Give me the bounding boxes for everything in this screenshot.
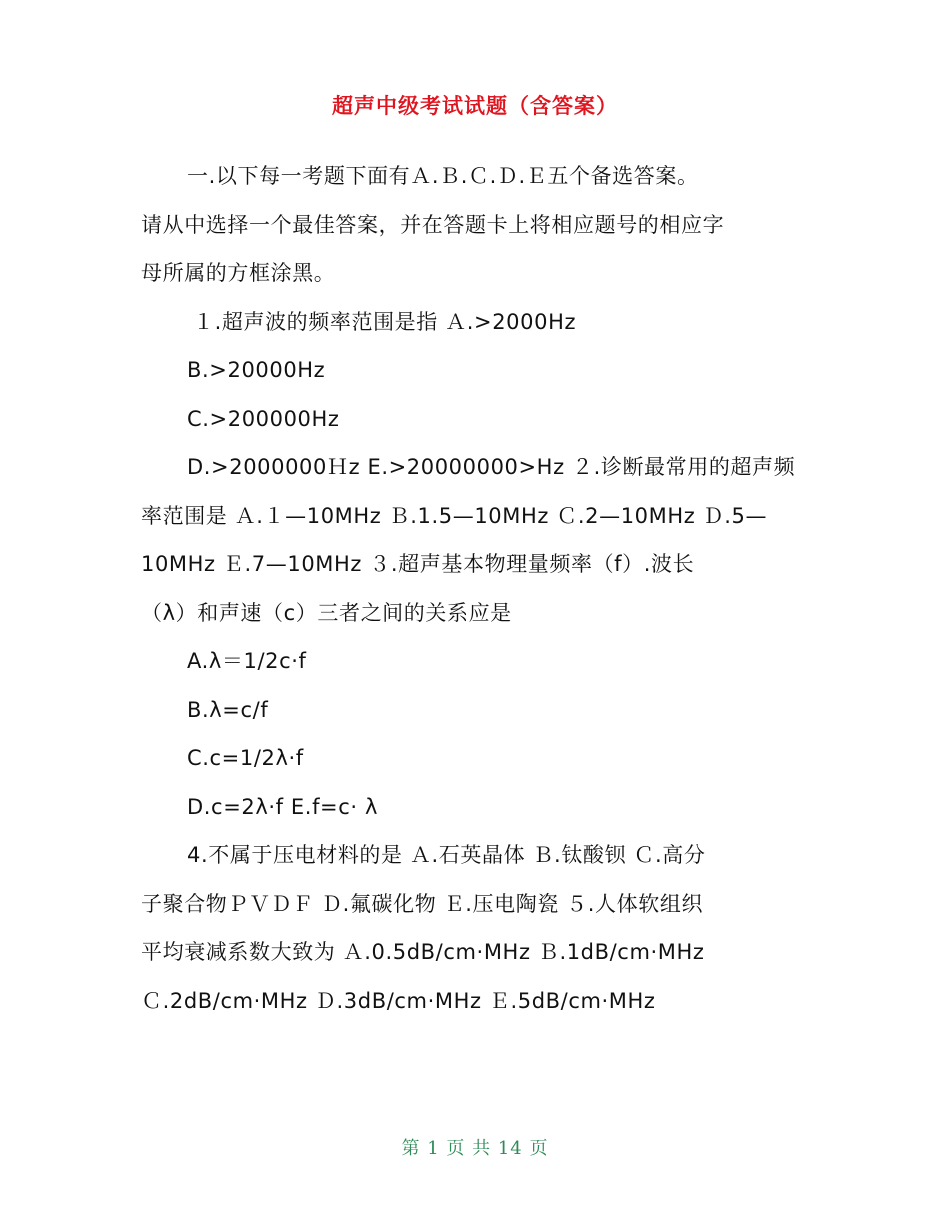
body-line: 一.以下每一考题下面有Ａ.Ｂ.Ｃ.Ｄ.Ｅ五个备选答案。: [187, 164, 699, 188]
question-line: Ｃ.2dB/cm·MHz Ｄ.3dB/cm·MHz Ｅ.5dB/cm·MHz: [141, 988, 656, 1013]
answer-option: C.c=1/2λ·f: [187, 746, 304, 770]
page-number: 第 1 页 共 14 页: [401, 1138, 549, 1159]
question-line: 平均衰减系数大致为 Ａ.0.5dB/cm·MHz Ｂ.1dB/cm·MHz: [141, 940, 705, 964]
answer-option: A.λ＝1/2c·f: [187, 649, 307, 673]
answer-option: D.>2000000Ｈz E.>20000000>Hz ２.诊断最常用的超声频: [187, 455, 796, 479]
question-line: 率范围是 Ａ.１—10MHz Ｂ.1.5—10MHz Ｃ.2—10MHz Ｄ.5—: [141, 503, 768, 528]
document-body: [141, 152, 821, 1025]
question-line: 4.不属于压电材料的是 Ａ.石英晶体 Ｂ.钛酸钡 Ｃ.高分: [187, 843, 706, 867]
body-line: 请从中选择一个最佳答案，并在答题卡上将相应题号的相应字: [141, 212, 725, 237]
answer-option: C.>200000Hz: [187, 406, 340, 431]
answer-option: D.c=2λ·f E.f=c· λ: [187, 794, 378, 819]
question-line: １.超声波的频率范围是指 Ａ.>2000Hz: [193, 309, 577, 334]
question-line: 子聚合物ＰＶＤＦ Ｄ.氟碳化物 Ｅ.压电陶瓷 ５.人体软组织: [141, 891, 704, 916]
question-line: 10MHz Ｅ.7—10MHz ３.超声基本物理量频率（f）.波长: [141, 552, 695, 576]
body-line: 母所属的方框涂黑。: [141, 261, 336, 285]
answer-option: B.λ=c/f: [187, 697, 269, 722]
answer-option: B.>20000Hz: [187, 358, 326, 382]
question-line: （λ）和声速（c）三者之间的关系应是: [141, 600, 512, 625]
page-title: 超声中级考试试题（含答案）: [332, 93, 618, 118]
